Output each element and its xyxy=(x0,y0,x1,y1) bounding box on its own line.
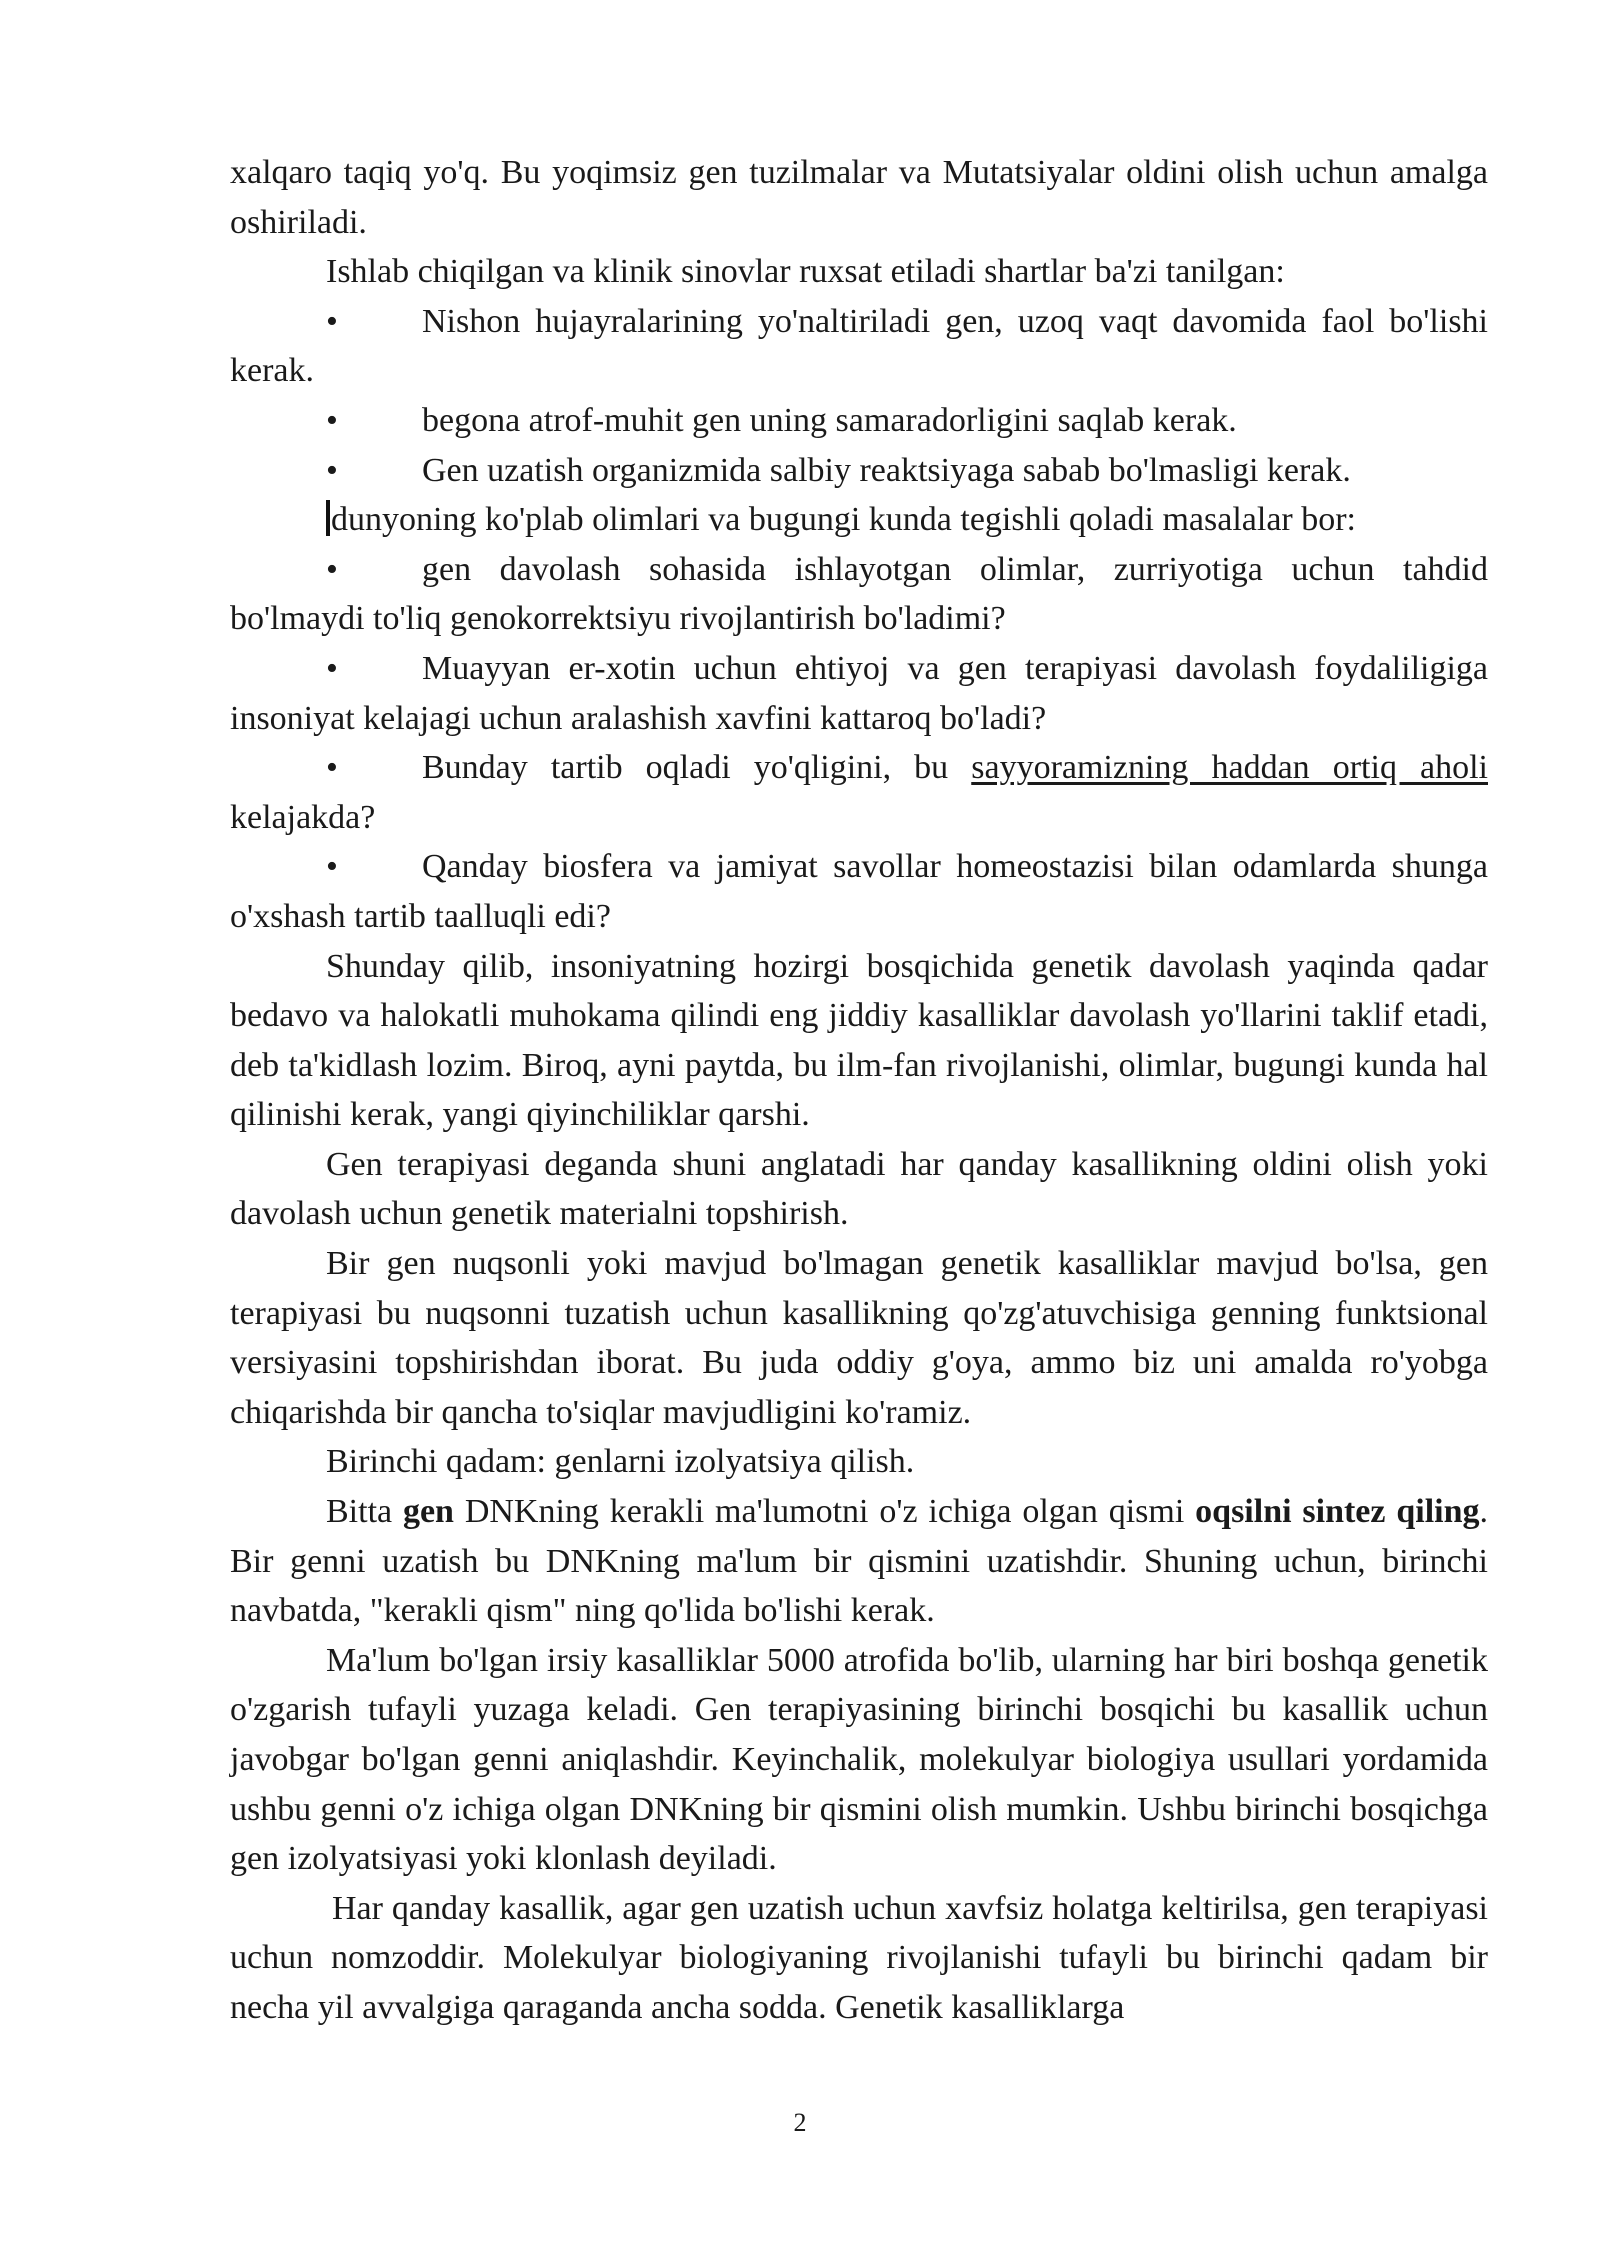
text-cursor-icon xyxy=(326,500,330,536)
bullet-icon: • xyxy=(326,550,338,588)
paragraph: xalqaro taqiq yo'q. Bu yoqimsiz gen tuzilmalar va Mutatsiyalar oldini olish uchun amalga oshiriladi. xyxy=(230,154,1488,241)
paragraph: Ishlab chiqilgan va klinik sinovlar ruxsat etiladi shartlar ba'zi tanilgan: xyxy=(326,253,1285,291)
page-body xyxy=(230,148,1488,2033)
list-item-text: Bunday tartib oqladi yo'qligini, bu xyxy=(422,749,972,787)
bullet-icon: • xyxy=(326,451,338,489)
list-item xyxy=(230,644,1488,743)
bold-term: oqsilni sintez qiling xyxy=(1195,1493,1480,1531)
list-item xyxy=(230,297,1488,396)
hyperlink[interactable]: sayyoramizning haddan ortiq aholi xyxy=(971,749,1488,787)
paragraph xyxy=(230,495,1488,545)
paragraph: Har qanday kasallik, agar gen uzatish uchun xavfsiz holatga keltirilsa, gen terapiyasi uchun nomzoddir. Molekulyar biologiyaning rivojlanishi tufayli bu birinchi qadam bir necha yil avvalgiga qaraganda ancha sodda. Genetik kasalliklarga xyxy=(230,1889,1488,2026)
paragraph-text: DNKning kerakli ma'lumotni o'z ichiga olgan qismi xyxy=(453,1493,1196,1531)
paragraph: Bir gen nuqsonli yoki mavjud bo'lmagan genetik kasalliklar mavjud bo'lsa, gen terapiyasi bu nuqsonni tuzatish uchun kasallikning qo'zg'atuvchisiga genning funktsional versiyasini topshirishdan iborat. Bu juda oddiy g'oya, ammo biz uni amalda ro'yobga chiqarishda bir qancha to'siqlar mavjudligini ko'ramiz. xyxy=(230,1245,1488,1431)
bullet-icon: • xyxy=(326,848,338,886)
list-item-text: kelajakda? xyxy=(230,798,376,836)
paragraph-text: Bitta xyxy=(326,1493,403,1531)
paragraph-text: . Bir genni uzatish bu DNKning ma'lum bir qismini uzatishdir. Shuning uchun, birinchi navbatda, "kerakli qism" ning qo'lida bo'lishi kerak. xyxy=(230,1493,1489,1630)
list-item-text: gen davolash sohasida ishlayotgan olimlar, zurriyotiga uchun tahdid bo'lmaydi to'liq genokorrektsiyu rivojlantirish bo'ladimi? xyxy=(230,550,1488,638)
paragraph: Gen terapiyasi deganda shuni anglatadi har qanday kasallikning oldini olish yoki davolash uchun genetik materialni topshirish. xyxy=(230,1145,1488,1233)
paragraph xyxy=(230,1487,1488,1636)
bullet-icon: • xyxy=(326,749,338,787)
list-item-text: Gen uzatish organizmida salbiy reaktsiyaga sabab bo'lmasligi kerak. xyxy=(422,451,1351,489)
paragraph: Ma'lum bo'lgan irsiy kasalliklar 5000 atrofida bo'lib, ularning har biri boshqa genetik o'zgarish tufayli yuzaga keladi. Gen terapiyasining birinchi bosqichi bu kasallik uchun javobgar bo'lgan genni aniqlashdir. Keyinchalik, molekulyar biologiya usullari yordamida ushbu genni o'z ichiga olgan DNKning bir qismini olish mumkin. Ushbu birinchi bosqichga gen izolyatsiyasi yoki klonlash deyiladi. xyxy=(230,1641,1488,1878)
list-item-text: Nishon hujayralarining yo'naltiriladi gen, uzoq vaqt davomida faol bo'lishi kerak. xyxy=(230,302,1488,390)
list-item xyxy=(230,842,1488,941)
bullet-icon: • xyxy=(326,401,338,439)
list-item xyxy=(230,743,1488,842)
bullet-icon: • xyxy=(326,302,338,340)
paragraph: Shunday qilib, insoniyatning hozirgi bosqichida genetik davolash yaqinda qadar bedavo va halokatli muhokama qilindi eng jiddiy kasalliklar davolash yo'llarini taklif etadi, deb ta'kidlash lozim. Biroq, ayni paytda, bu ilm-fan rivojlanishi, olimlar, bugungi kunda hal qilinishi kerak, yangi qiyinchiliklar qarshi. xyxy=(230,947,1488,1134)
list-item xyxy=(230,545,1488,644)
list-item xyxy=(230,446,1488,496)
list-item-text: Qanday biosfera va jamiyat savollar homeostazisi bilan odamlarda shunga o'xshash tartib taalluqli edi? xyxy=(230,848,1488,935)
paragraph: Birinchi qadam: genlarni izolyatsiya qilish. xyxy=(326,1443,915,1481)
list-item-text: begona atrof-muhit gen uning samaradorligini saqlab kerak. xyxy=(422,401,1237,439)
list-item-text: Muayyan er-xotin uchun ehtiyoj va gen terapiyasi davolash foydaliligiga insoniyat kelajagi uchun aralashish xavfini kattaroq bo'ladi? xyxy=(230,649,1488,737)
paragraph-text: dunyoning ko'plab olimlari va bugungi kunda tegishli qoladi masalalar bor: xyxy=(331,501,1356,539)
list-item xyxy=(230,396,1488,446)
bullet-icon: • xyxy=(326,649,338,687)
page-number: 2 xyxy=(793,2108,807,2137)
bold-term: gen xyxy=(402,1493,454,1531)
